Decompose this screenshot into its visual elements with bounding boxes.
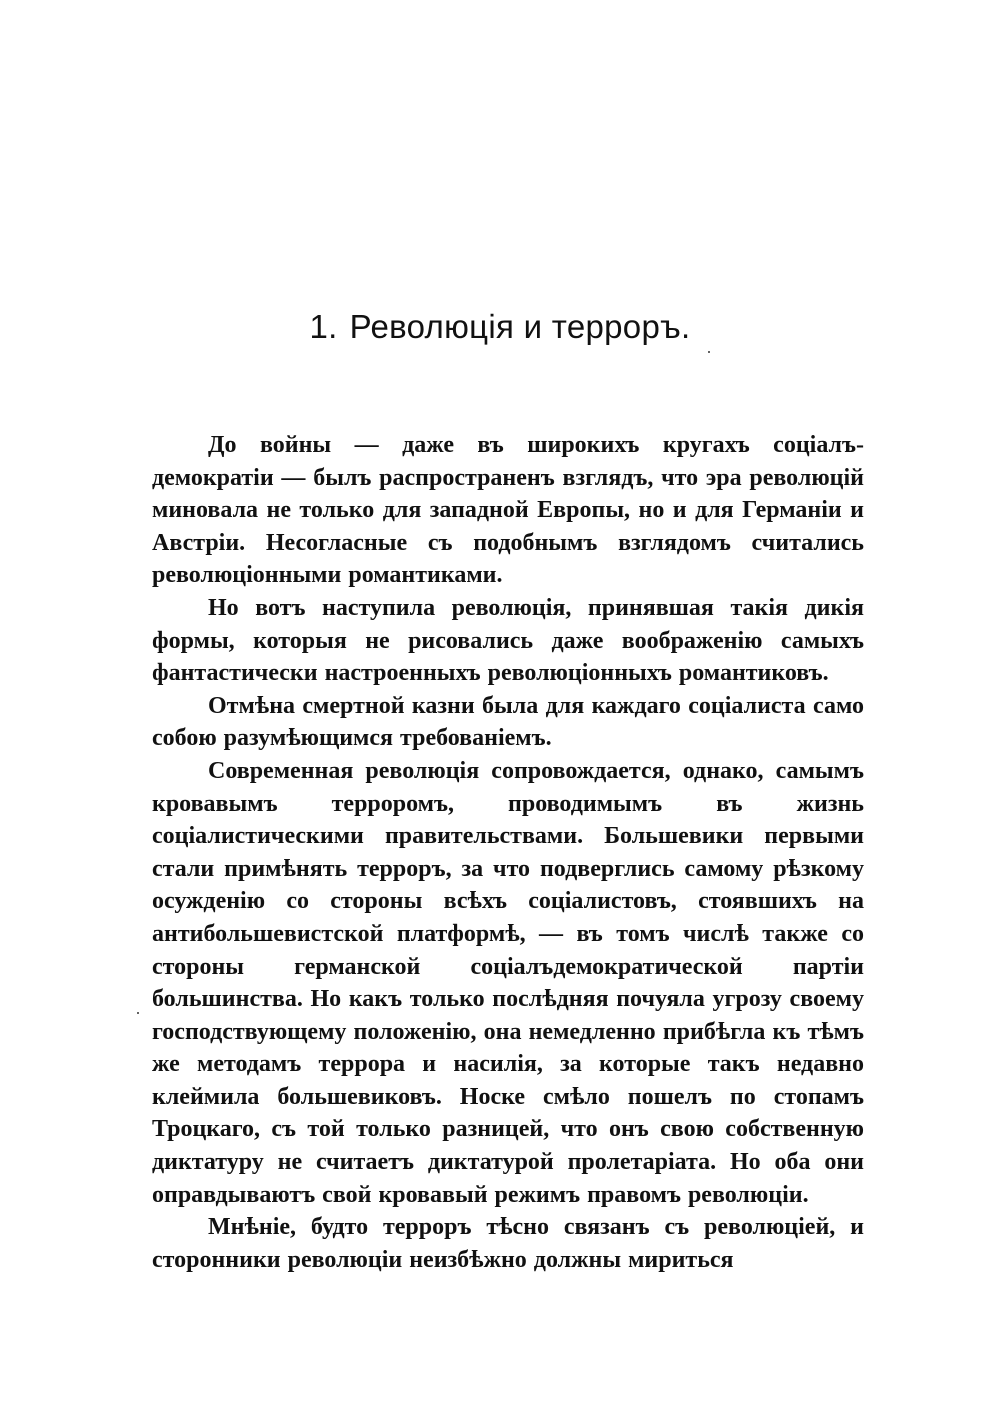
chapter-title-text: Революція и терроръ.	[349, 308, 691, 345]
scan-speck	[708, 351, 710, 353]
chapter-body	[152, 429, 864, 1276]
chapter-number: 1.	[309, 308, 338, 345]
paragraph-4: Современная революція сопровождается, однако, самымъ кровавымъ терроромъ, проводимымъ въ жизнь соціалистическими правительствами. Большевики первыми стали примѣнять терроръ, за что подверглись самому рѣзкому осужденію со стороны всѣхъ соціалистовъ, стоявшихъ на антибольшевистской платформѣ, — въ томъ числѣ также со стороны германской соціалъдемократической партіи большинства. Но какъ только послѣдняя почуяла угрозу своему господствующему положенію, она немедленно прибѣгла къ тѣмъ же методамъ террора и насилія, за которые такъ недавно клеймила большевиковъ. Носке смѣло пошелъ по стопамъ Троцкаго, съ той только разницей, что онъ свою собственную диктатуру не считаетъ диктатурой пролетаріата. Но оба они оправдываютъ свой кровавый режимъ правомъ революціи.	[152, 757, 864, 1208]
scan-speck	[137, 1012, 139, 1014]
paragraph-5: Мнѣніе, будто терроръ тѣсно связанъ съ революціей, и сторонники революціи неизбѣжно должны мириться	[152, 1214, 864, 1273]
paragraph-3: Отмѣна смертной казни была для каждаго соціалиста само собою разумѣющимся требованіемъ.	[152, 692, 864, 752]
chapter-title	[0, 308, 1000, 346]
paragraph-1: До войны — даже въ широкихъ кругахъ соціалъ-демократіи — былъ распространенъ взглядъ, что эра революцій миновала не только для западной Европы, но и для Германіи и Австріи. Несогласные съ подобнымъ взглядомъ считались революціонными романтиками.	[152, 432, 864, 589]
paragraph-2: Но вотъ наступила революція, принявшая такія дикія формы, которыя не рисовались даже воображенію самыхъ фантастически настроенныхъ революціонныхъ романтиковъ.	[152, 594, 864, 687]
